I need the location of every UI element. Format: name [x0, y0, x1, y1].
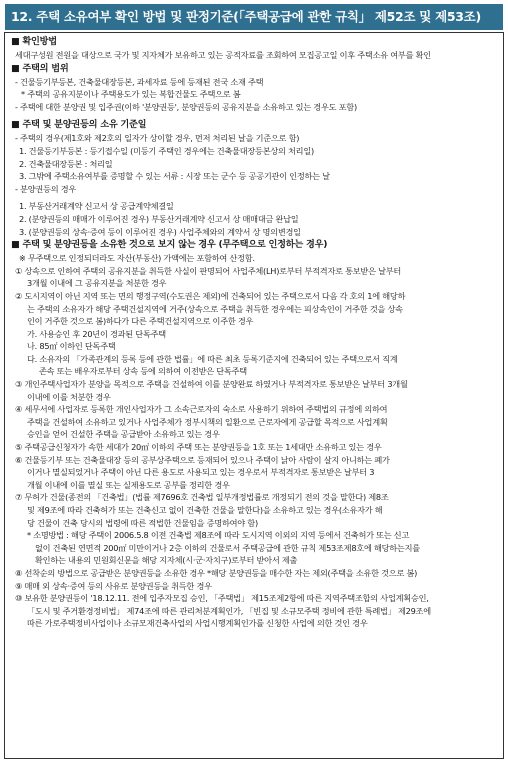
text-line: - 건물등기부등본, 건축물대장등본, 과세자료 등에 등재된 전국 소재 주택 [15, 76, 264, 87]
content-box [4, 32, 504, 759]
text-line: 세대구성원 전원을 대상으로 국가 및 지자체가 보유하고 있는 공적자료를 조회하여 모집공고일 이후 주택소유 여부를 확인 [15, 50, 431, 60]
text-line: 주택을 건설하여 소유하고 있거나 사업주체가 정부시책의 일환으로 근로자에게 공급할 목적으로 사업계획 [27, 416, 388, 427]
text-line: 이거나 멸실되었거나 주택이 아닌 다른 용도로 사용되고 있는 경우로서 부적격자로 통보받은 날부터 3 [27, 467, 375, 478]
text-line: ⑧ 선착순의 방법으로 공급받은 분양권등을 소유한 경우 *해당 분양권등을 매수한 자는 제외(주택을 소유한 것으로 봄) [15, 567, 418, 578]
text-line: 나. 85㎡ 이하인 단독주택 [27, 341, 116, 352]
section-title: 12. 주택 소유여부 확인 방법 및 판정기준(「주택공급에 관한 규칙」 제52조 및 제53조) [5, 4, 503, 30]
text-line: ⑩ 보유한 분양권등이 '18.12.11. 전에 입주자모집 승인, 「주택법」 제15조제2항에 따른 지역주택조합의 사업계획승인, [15, 593, 429, 604]
text-line: ⑥ 건물등기부 또는 건축물대장 등의 공부상주택으로 등재되어 있으나 주택이 낡아 사람이 살지 아니하는 폐가 [15, 454, 390, 465]
text-line: 2. (분양권등의 매매가 이루어진 경우) 부동산거래계약 신고서 상 매매대금 완납일 [19, 213, 299, 224]
text-line: 3. (분양권등의 상속·증여 등이 이루어진 경우) 사업주체와의 계약서 상 명의변경일 [19, 226, 301, 237]
section-heading: ■ 주택 및 분양권등의 소유 기준일 [11, 119, 147, 131]
text-line: ④ 세무서에 사업자로 등록한 개인사업자가 그 소속근로자의 숙소로 사용하기 위하여 주택법의 규정에 의하여 [15, 404, 388, 415]
text-line: 개월 이내에 이를 멸실 또는 실제용도로 공부를 정리한 경우 [27, 479, 230, 490]
text-line: ② 도시지역이 아닌 지역 또는 면의 행정구역(수도권은 제외)에 건축되어 있는 주택으로서 다음 각 호의 1에 해당하 [15, 290, 406, 301]
text-line: * 소명방법 : 해당 주택이 2006.5.8 이전 건축법 제8조에 따라 도시지역 이외의 지역 등에서 건축허가 또는 신고 [27, 530, 410, 541]
text-line: 없이 건축된 연면적 200㎡ 미만이거나 2층 이하의 건물로서 주택공급에 관한 규칙 제53조제8호에 해당하는지를 [35, 542, 420, 553]
text-line: ① 상속으로 인하여 주택의 공유지분을 취득한 사실이 판명되어 사업주체(LH)로부터 부적격자로 통보받은 날부터 [15, 265, 402, 276]
text-line: ※ 무주택으로 인정되더라도 자산(부동산) 가액에는 포함하여 산정함. [19, 253, 255, 264]
text-line: - 분양권등의 경우 [15, 183, 77, 194]
text-line: 1. 부동산거래계약 신고서 상 공급계약체결일 [19, 201, 174, 212]
text-line: 3. 그밖에 주택소유여부를 증명할 수 있는 서류 : 시장 또는 군수 등 공공기관이 인정하는 날 [19, 171, 330, 182]
text-line: 확인하는 내용의 민원회신문을 해당 지자체(시·군·자치구)로부터 받아서 제출 [35, 555, 298, 566]
section-heading: ■ 주택 및 분양권등을 소유한 것으로 보지 않는 경우 (무주택으로 인정하는 경우) [11, 239, 328, 251]
text-line: 가. 사용승인 후 20년이 경과된 단독주택 [27, 328, 166, 339]
text-line: 3개월 이내에 그 공유지분을 처분한 경우 [27, 278, 167, 289]
text-line: 이내에 이를 처분한 경우 [27, 391, 111, 402]
text-line: 당 건물이 건축 당시의 법령에 따른 적법한 건물임을 증명하여야 함) [27, 517, 258, 528]
text-line: 따른 가로주택정비사업이나 소규모재건축사업의 사업시행계획인가를 신청한 사업에 의한 것인 경우 [27, 618, 368, 629]
text-line: 인이 거주한 것으로 봄)하다가 다른 주택건설지역으로 이주한 경우 [27, 316, 254, 327]
text-line: 승인을 얻어 건설한 주택을 공급받아 소유하고 있는 경우 [27, 429, 220, 440]
text-line: ⑦ 무허가 건물(종전의 「건축법」(법률 제7696호 건축법 일부개정법률로 개정되기 전의 것을 말한다) 제8조 [15, 492, 389, 503]
text-line: ⑤ 주택공급신청자가 속한 세대가 20㎡ 이하의 주택 또는 분양권등을 1호 또는 1세대만 소유하고 있는 경우 [15, 442, 382, 453]
section-heading: ■ 확인방법 [11, 36, 57, 47]
text-line: 「도시 및 주거환경정비법」 제74조에 따른 관리처분계획인가, 「빈집 및 소규모주택 정비에 관한 특례법」 제29조에 [27, 605, 431, 616]
text-line: ⑨ 매매 외 상속·증여 등의 사유로 분양권등을 취득한 경우 [15, 580, 212, 591]
text-line: 는 주택의 소유자가 해당 주택건설지역에 거주(상속으로 주택을 취득한 경우에는 피상속인이 거주한 것을 상속 [27, 303, 403, 314]
text-line: 및 제9조에 따라 건축허가 또는 건축신고 없이 건축한 건물을 말한다)을 소유하고 있는 경우(소유자가 해 [27, 505, 383, 515]
section-heading: ■ 주택의 범위 [11, 62, 69, 74]
text-line: - 주택에 대한 분양권 및 입주권(이하 '분양권등', 분양권등의 공유지분을 소유하고 있는 경우도 포함) [15, 101, 357, 112]
text-line: ③ 개인주택사업자가 분양을 목적으로 주택을 건설하여 이를 분양완료 하였거나 부적격자로 통보받은 날부터 3개월 [15, 379, 408, 390]
text-line: 2. 건축물대장등본 : 처리일 [19, 158, 113, 169]
text-line: * 주택의 공유지분이나 주택용도가 있는 복합건물도 주택으로 봄 [21, 89, 241, 100]
text-line: 다. 소유자의 「가족관계의 등록 등에 관한 법률」에 따른 최초 등록기준지에 건축되어 있는 주택으로서 직계 [27, 353, 398, 364]
text-line: 존속 또는 배우자로부터 상속 등에 의하여 이전받은 단독주택 [39, 366, 247, 377]
text-line: 1. 건물등기부등본 : 등기접수일 (미등기 주택인 경우에는 건축물대장등본상의 처리일) [19, 145, 314, 156]
text-line: - 주택의 경우(제1호와 제2호의 일자가 상이할 경우, 먼저 처리된 날을 기준으로 함) [15, 133, 300, 144]
